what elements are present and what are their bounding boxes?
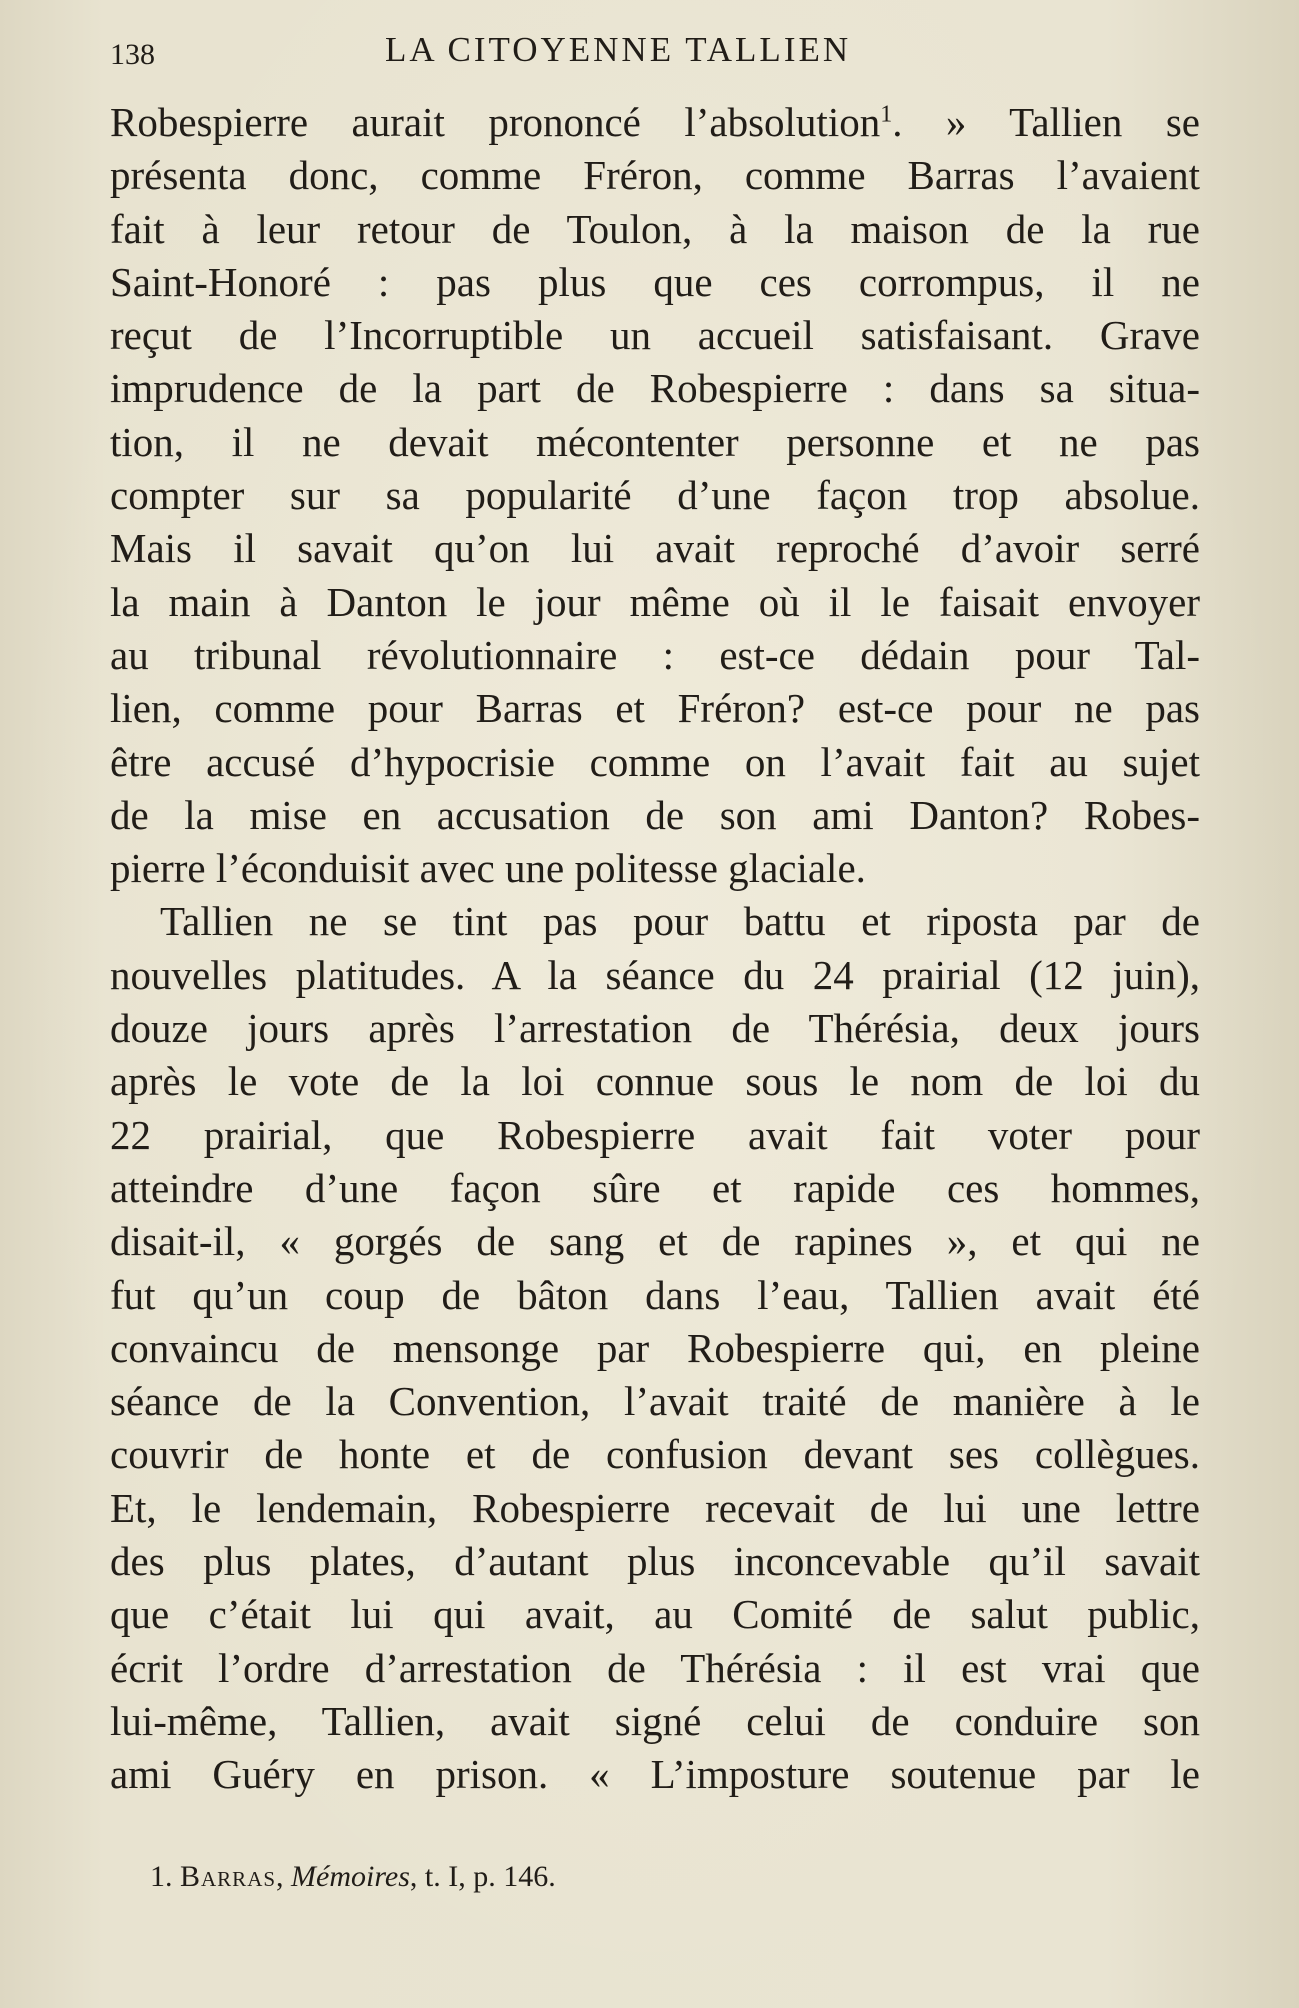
text-line: atteindre d’une façon sûre et rapide ces hommes, — [110, 1164, 1200, 1211]
text-line: Mais il savait qu’on lui avait reproché d’avoir serré — [110, 525, 1200, 572]
footnote-reference-detail: , t. I, p. 146. — [409, 1860, 556, 1893]
text-line: fut qu’un coup de bâton dans l’eau, Tallien avait été — [110, 1271, 1200, 1318]
text-line: nouvelles platitudes. A la séance du 24 prairial (12 juin), — [110, 951, 1200, 998]
text-line: tion, il ne devait mécontenter personne et ne pas — [110, 418, 1200, 465]
text-line: 22 prairial, que Robespierre avait fait voter pour — [110, 1111, 1200, 1158]
text-line: imprudence de la part de Robespierre : dans sa situa- — [110, 365, 1200, 412]
text-line: reçut de l’Incorruptible un accueil satisfaisant. Grave — [110, 312, 1200, 359]
page-number: 138 — [110, 38, 155, 71]
text-line: Tallien ne se tint pas pour battu et riposta par de — [160, 898, 1200, 945]
text-line: Saint-Honoré : pas plus que ces corrompus, il ne — [110, 258, 1200, 305]
text-line: lien, comme pour Barras et Fréron? est-ce pour ne pas — [110, 685, 1200, 732]
text-line: compter sur sa popularité d’une façon trop absolue. — [110, 472, 1200, 519]
body-text — [110, 96, 1200, 1802]
text-line — [110, 96, 1200, 149]
text-line: convaincu de mensonge par Robespierre qui, en pleine — [110, 1324, 1200, 1371]
text-line-start: Robespierre aurait prononcé l’absolution — [110, 99, 881, 145]
text-line-end: . » Tallien se — [892, 99, 1200, 145]
text-line: présenta donc, comme Fréron, comme Barras l’avaient — [110, 152, 1200, 199]
text-line: de la mise en accusation de son ami Danton? Robes- — [110, 791, 1200, 838]
text-line: au tribunal révolutionnaire : est-ce dédain pour Tal- — [110, 631, 1200, 678]
text-line: fait à leur retour de Toulon, à la maison de la rue — [110, 205, 1200, 252]
text-line: séance de la Convention, l’avait traité de manière à le — [110, 1378, 1200, 1425]
footnote: 1. Barras, Mémoires, t. I, p. 146. — [150, 1860, 556, 1893]
text-line: douze jours après l’arrestation de Thérésia, deux jours — [110, 1005, 1200, 1052]
footnote-reference: 1 — [880, 101, 893, 128]
text-line: des plus plates, d’autant plus inconcevable qu’il savait — [110, 1538, 1200, 1585]
text-line: être accusé d’hypocrisie comme on l’avait fait au sujet — [110, 738, 1200, 785]
running-title: LA CITOYENNE TALLIEN — [385, 30, 852, 69]
text-line: couvrir de honte et de confusion devant ses collègues. — [110, 1431, 1200, 1478]
text-line: pierre l’éconduisit avec une politesse glaciale. — [110, 845, 866, 892]
text-line: que c’était lui qui avait, au Comité de salut public, — [110, 1591, 1200, 1638]
text-line: la main à Danton le jour même où il le faisait envoyer — [110, 578, 1200, 625]
footnote-title: Mémoires — [291, 1860, 410, 1893]
text-line: lui-même, Tallien, avait signé celui de conduire son — [110, 1697, 1200, 1744]
footnote-number: 1. — [150, 1860, 173, 1893]
page-header — [110, 30, 1200, 78]
text-line: Et, le lendemain, Robespierre recevait de lui une lettre — [110, 1484, 1200, 1531]
text-line: disait-il, « gorgés de sang et de rapines », et qui ne — [110, 1218, 1200, 1265]
text-line: écrit l’ordre d’arrestation de Thérésia : il est vrai que — [110, 1644, 1200, 1691]
text-line: après le vote de la loi connue sous le nom de loi du — [110, 1058, 1200, 1105]
text-line: ami Guéry en prison. « L’imposture soutenue par le — [110, 1751, 1200, 1798]
footnote-author: Barras — [180, 1860, 277, 1893]
